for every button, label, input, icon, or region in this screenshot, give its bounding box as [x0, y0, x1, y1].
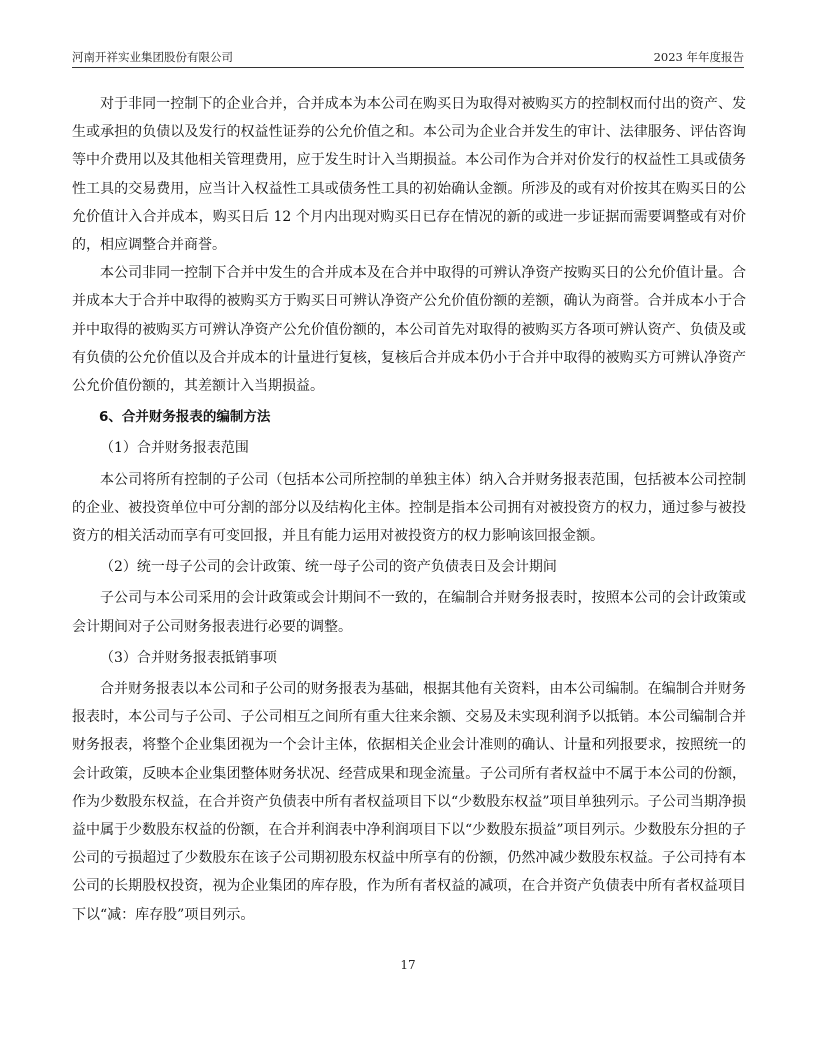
paragraph-goodwill-measurement: 本公司非同一控制下合并中发生的合并成本及在合并中取得的可辨认净资产按购买日的公允价值计量。合并成本大于合并中取得的被购买方于购买日可辨认净资产公允价值份额的差额，确认为商誉。合并成本小于合并中取得的被购买方可辨认净资产公允价值份额的，本公司首先对取得的被购买方各项可辨认资产、负债及或有负债的公允价值以及合并成本的计量进行复核，复核后合并成本仍小于合并中取得的被购买方可辨认净资产公允价值份额的，其差额计入当期损益。	[72, 265, 746, 395]
header-divider	[72, 67, 744, 68]
subheading-elimination-items: （3）合并财务报表抵销事项	[100, 649, 277, 666]
paragraph-business-combination-cost: 对于非同一控制下的企业合并，合并成本为本公司在购买日为取得对被购买方的控制权而付出的资产、发生或承担的负债以及发行的权益性证券的公允价值之和。本公司为企业合并发生的审计、法律服务、评估咨询等中介费用以及其他相关管理费用，应于发生时计入当期损益。本公司作为合并对价发行的权益性工具或债务性工具的交易费用，应当计入权益性工具或债务性工具的初始确认金额。所涉及的或有对价按其在购买日的公允价值计入合并成本，购买日后 12 个月内出现对购买日已存在情况的新的或进一步证据而需要调整或有对价的，相应调整合并商誉。	[72, 96, 746, 254]
paragraph-elimination-items: 合并财务报表以本公司和子公司的财务报表为基础，根据其他有关资料，由本公司编制。在编制合并财务报表时，本公司与子公司、子公司相互之间所有重大往来余额、交易及未实现利润予以抵销。本公司编制合并财务报表，将整个企业集团视为一个会计主体，依据相关企业会计准则的确认、计量和列报要求，按照统一的会计政策，反映本企业集团整体财务状况、经营成果和现金流量。子公司所有者权益中不属于本公司的份额，作为少数股东权益，在合并资产负债表中所有者权益项目下以“少数股东权益”项目单独列示。子公司当期净损益中属于少数股东权益的份额，在合并利润表中净利润项目下以“少数股东损益”项目列示。少数股东分担的子公司的亏损超过了少数股东在该子公司期初股东权益中所享有的份额，仍然冲减少数股东权益。子公司持有本公司的长期股权投资，视为企业集团的库存股，作为所有者权益的减项，在合并资产负债表中所有者权益项目下以“减：库存股”项目列示。	[72, 681, 746, 923]
header-report-title: 2023 年年度报告	[653, 50, 744, 64]
page-number: 17	[400, 958, 416, 972]
paragraph-consolidation-scope: 本公司将所有控制的子公司（包括本公司所控制的单独主体）纳入合并财务报表范围，包括被本公司控制的企业、被投资单位中可分割的部分以及结构化主体。控制是指本公司拥有对被投资方的权力，通过参与被投资方的相关活动而享有可变回报，并且有能力运用对被投资方的权力影响该回报金额。	[72, 471, 746, 545]
subheading-consolidation-scope: （1）合并财务报表范围	[100, 440, 249, 457]
page-content	[72, 90, 746, 929]
subheading-unified-policies: （2）统一母子公司的会计政策、统一母子公司的资产负债表日及会计期间	[100, 559, 557, 576]
section-heading-consolidation: 6、合并财务报表的编制方法	[99, 409, 271, 426]
paragraph-unified-policies: 子公司与本公司采用的会计政策或会计期间不一致的，在编制合并财务报表时，按照本公司的会计政策或会计期间对子公司财务报表进行必要的调整。	[72, 590, 746, 635]
page-header	[72, 48, 744, 66]
header-company-name: 河南开祥实业集团股份有限公司	[72, 50, 233, 64]
